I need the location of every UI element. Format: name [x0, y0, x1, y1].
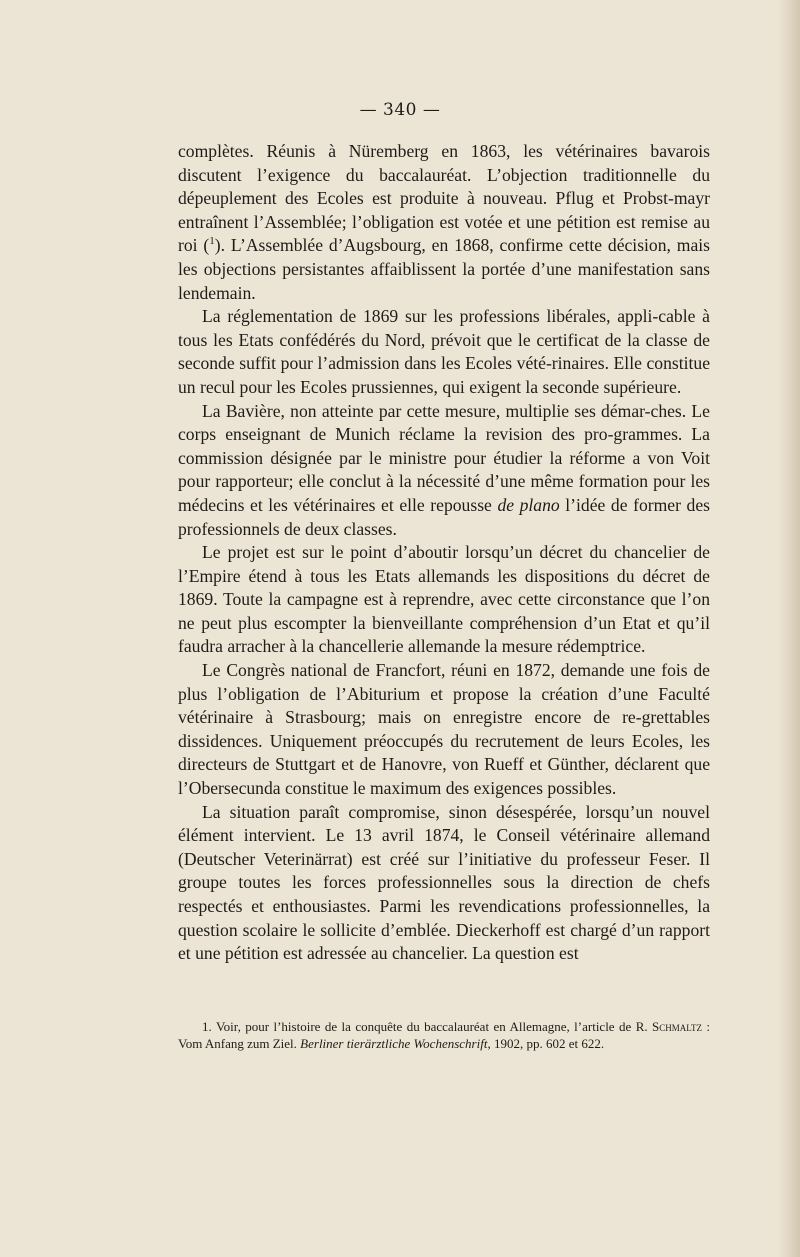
footnote-reference: 1	[209, 235, 215, 248]
text-run: Le Congrès national de Francfort, réuni en 1872, demande une fois de plus l’obligation de l’Abiturium et propose la création d’une Faculté vétérinaire à Strasbourg; mais on enregistre encore de re-grettables dissidences. Uniquement préoccupés du recrutement de leurs Ecoles, les directeurs de Stuttgart et de Hanovre, von Rueff et Günther, déclarent que l’Obersecunda constitue le maximum des exigences possibles.	[178, 660, 710, 799]
text-run: La Bavière, non atteinte par cette mesure, multiplie ses démar-ches. Le corps enseignant de Munich réclame la revision des pro-grammes. La commission désignée par le ministre pour étudier la réforme a von Voit pour rapporteur; elle conclut à la nécessité d’une même formation pour les médecins et les vétérinaires et elle repousse	[178, 400, 710, 515]
page-edge-shadow	[778, 0, 800, 1257]
text-run: complètes. Réunis à Nüremberg en 1863, les vétérinaires bavarois discutent l’exigence du baccalauréat. L’objection traditionnelle du dépeuplement des Ecoles est produite à nouveau. Pflug et Probst-mayr entraînent l’Assemblée; l’obligation est votée et une pétition est remise au roi (	[178, 141, 710, 256]
text-run: l’idée de former des professionnels de deux classes.	[178, 494, 710, 539]
text-run: ). L’Assemblée d’Augsbourg, en 1868, confirme cette décision, mais les objections persistantes affaiblissent la portée d’une manifestation sans lendemain.	[178, 235, 710, 303]
text-run: Le projet est sur le point d’aboutir lorsqu’un décret du chancelier de l’Empire étend à tous les Etats allemands les dispositions du décret de 1869. Toute la campagne est à reprendre, avec cette circonstance que l’on ne peut plus escompter la bienveillante compréhension d’un Etat et qu’il faudra arracher à la chancellerie allemande la mesure rédemptrice.	[178, 542, 710, 657]
text-run: La réglementation de 1869 sur les professions libérales, appli-cable à tous les Etats confédérés du Nord, prévoit que le certificat de la classe de seconde suffit pour l’admission dans les Ecoles vété-rinaires. Elle constitue un recul pour les Ecoles prussiennes, qui exigent la seconde supérieure.	[178, 306, 710, 397]
text-run: : Vom Anfang zum Ziel.	[178, 1019, 710, 1051]
paragraph	[178, 801, 710, 966]
paragraph	[178, 541, 710, 659]
paragraph	[178, 140, 710, 305]
paragraph	[178, 659, 710, 801]
italic-text: de plano	[497, 494, 560, 515]
paragraph	[178, 400, 710, 542]
body-text	[178, 140, 710, 966]
author-name: Schmaltz	[652, 1019, 702, 1034]
text-run: 1. Voir, pour l’histoire de la conquête du baccalauréat en Allemagne, l’article de R.	[202, 1019, 653, 1034]
text-run: La situation paraît compromise, sinon désespérée, lorsqu’un nouvel élément intervient. Le 13 avril 1874, le Conseil vétérinaire allemand (Deutscher Veterinärrat) est créé sur l’initiative du professeur Feser. Il groupe toutes les forces professionnelles sous la direction de chefs respectés et enthousiastes. Parmi les revendications professionnelles, la question scolaire le sollicite d’emblée. Dieckerhoff est chargé d’un rapport et une pétition est adressée au chancelier. La question est	[178, 801, 710, 964]
text-run: , 1902, pp. 602 et 622.	[487, 1036, 605, 1051]
page-number: — 340 —	[359, 100, 441, 120]
italic-text: Berliner tierärztliche Wochenschrift	[300, 1036, 488, 1051]
footnote	[178, 1018, 710, 1052]
paragraph	[178, 305, 710, 399]
